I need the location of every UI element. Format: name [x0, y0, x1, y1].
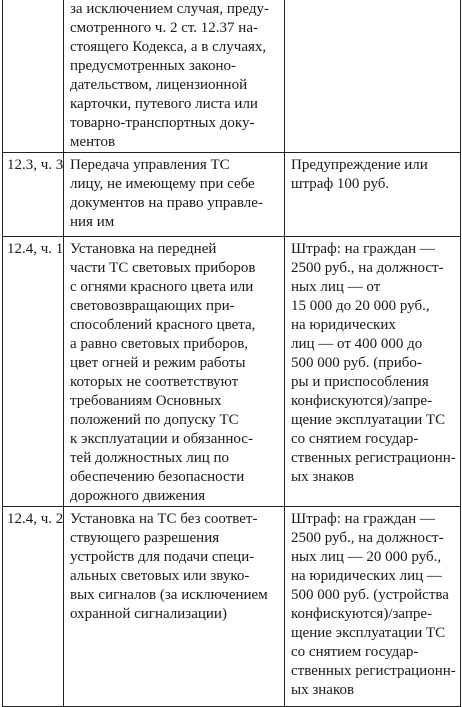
text-line: требованиям Основных [70, 393, 222, 409]
text-line: ых знаков [291, 469, 355, 485]
text-line: Штраф: на граждан — [291, 511, 435, 527]
text-line: с огнями красного цвета или [70, 279, 254, 295]
text-line: 2500 руб., на должност- [291, 530, 444, 546]
text-line: а равно световых приборов, [70, 336, 249, 352]
violation-description [64, 0, 285, 153]
text-line: карточки, путевого листа или [70, 96, 258, 112]
text-line: штраф 100 руб. [291, 176, 390, 192]
penalty-cell [285, 0, 461, 153]
text-line: 500 000 руб. (устройства [291, 587, 449, 603]
penalty-cell [285, 153, 461, 237]
text-line: устройств для подачи специ- [70, 549, 255, 565]
text-line: световозвращающих при- [70, 298, 235, 314]
text-line: лицу, не имеющему при себе [70, 176, 255, 192]
text-line: на юридических лиц — [291, 568, 442, 584]
text-line: ствующего разрешения [70, 530, 220, 546]
text-line: части ТС световых приборов [70, 260, 256, 276]
text-line: ния им [70, 214, 115, 230]
text-line: щение эксплуатации ТС [291, 625, 446, 641]
text-line: охранной сигнализации) [70, 606, 227, 622]
article-cell: 12.4, ч. 1 [3, 237, 64, 507]
text-line: со снятием государ- [291, 431, 419, 447]
text-line: способлений красного цвета, [70, 317, 256, 333]
penalty-cell [285, 507, 461, 707]
text-line: на юридических [291, 317, 396, 333]
text-line: смотренного ч. 2 ст. 12.37 на- [70, 20, 258, 36]
text-line: которых не соответствуют [70, 374, 239, 390]
text-line: 500 000 руб. (прибо- [291, 355, 422, 371]
text-line: Установка на передней [70, 241, 217, 257]
text-line: положений по допуску ТС [70, 412, 239, 428]
text-line: ственных регистрационн- [291, 450, 456, 466]
penalty-cell [285, 237, 461, 507]
text-line: со снятием государ- [291, 644, 419, 660]
text-line: стоящего Кодекса, а в случаях, [70, 39, 267, 55]
table-row [3, 237, 461, 507]
article-cell: 12.4, ч. 2 [3, 507, 64, 707]
text-line: товарно-транспортных доку- [70, 115, 255, 131]
text-line: ственных регистрационн- [291, 663, 456, 679]
article-cell: 12.3, ч. 3 [3, 153, 64, 237]
text-line: альных световых или звуко- [70, 568, 250, 584]
penalties-table [2, 0, 461, 707]
text-line: конфискуются)/запре- [291, 393, 433, 409]
text-line: обеспечению безопасности [70, 469, 245, 485]
text-line: ых знаков [291, 682, 355, 698]
violation-description [64, 507, 285, 707]
text-line: 2500 руб., на должност- [291, 260, 444, 276]
text-line: за исключением случая, преду- [70, 1, 269, 17]
table-row [3, 507, 461, 707]
article-cell [3, 0, 64, 153]
text-line: предусмотренных законо- [70, 58, 236, 74]
text-line: цвет огней и режим работы [70, 355, 246, 371]
text-line: ных лиц — от [291, 279, 381, 295]
table-row [3, 153, 461, 237]
text-line: дорожного движения [70, 488, 206, 504]
table-row [3, 0, 461, 153]
text-line: документов на право управле- [70, 195, 263, 211]
violation-description [64, 153, 285, 237]
text-line: Передача управления ТС [70, 157, 230, 173]
text-line: лиц — от 400 000 до [291, 336, 423, 352]
text-line: ры и приспособления [291, 374, 429, 390]
text-line: ментов [70, 134, 116, 150]
text-line: Штраф: на граждан — [291, 241, 435, 257]
text-line: к эксплуатации и обязаннос- [70, 431, 253, 447]
text-line: дательством, лицензионной [70, 77, 248, 93]
text-line: ных лиц — 20 000 руб., [291, 549, 442, 565]
text-line: 15 000 до 20 000 руб., [291, 298, 430, 314]
text-line: вых сигналов (за исключением [70, 587, 268, 603]
text-line: щение эксплуатации ТС [291, 412, 446, 428]
text-line: тей должностных лиц по [70, 450, 230, 466]
violation-description [64, 237, 285, 507]
text-line: конфискуются)/запре- [291, 606, 433, 622]
text-line: Предупреждение или [291, 157, 428, 173]
text-line: Установка на ТС без соответ- [70, 511, 258, 527]
